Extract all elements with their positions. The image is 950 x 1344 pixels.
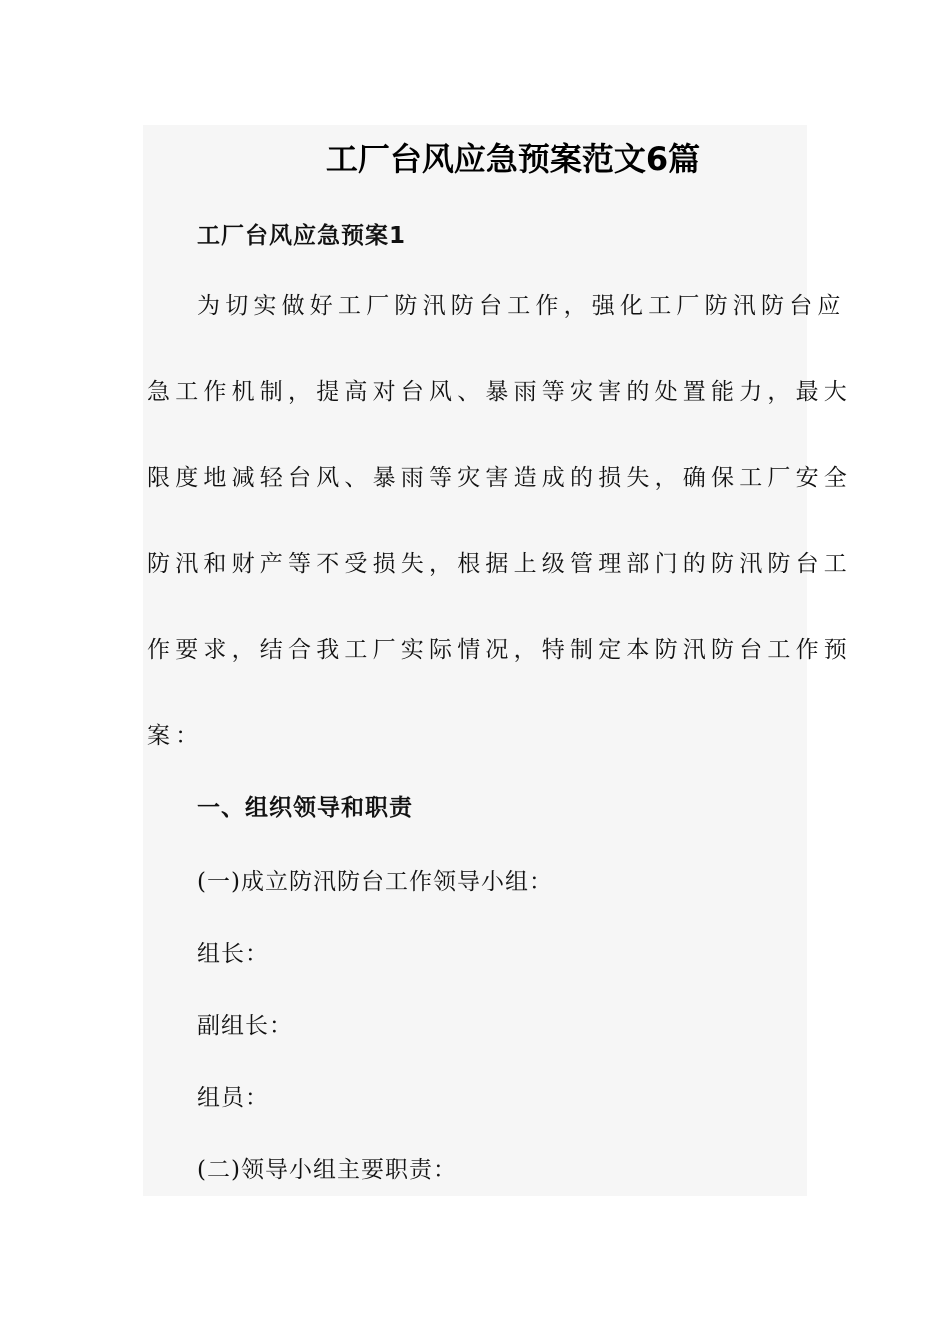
paragraph-line: 限度地减轻台风、暴雨等灾害造成的损失，确保工厂安全 [147, 465, 852, 491]
paragraph-line: 急工作机制，提高对台风、暴雨等灾害的处置能力，最大 [147, 379, 852, 405]
paragraph-line: 为切实做好工厂防汛防台工作，强化工厂防汛防台应 [197, 293, 846, 319]
paragraph-line: 作要求，结合我工厂实际情况，特制定本防汛防台工作预 [147, 637, 852, 663]
subsection-heading: (二)领导小组主要职责： [197, 1157, 457, 1183]
leader-label: 组长： [197, 941, 269, 967]
section-heading-organization: 一、组织领导和职责 [197, 795, 413, 821]
section-heading: 工厂台风应急预案1 [197, 223, 407, 249]
paragraph-line: 防汛和财产等不受损失，根据上级管理部门的防汛防台工 [147, 551, 852, 577]
document-title: 工厂台风应急预案范文6篇 [325, 140, 701, 178]
paragraph-line: 案： [147, 723, 204, 749]
subsection-heading: (一)成立防汛防台工作领导小组： [197, 869, 553, 895]
member-label: 组员： [197, 1085, 269, 1111]
deputy-leader-label: 副组长： [197, 1013, 293, 1039]
